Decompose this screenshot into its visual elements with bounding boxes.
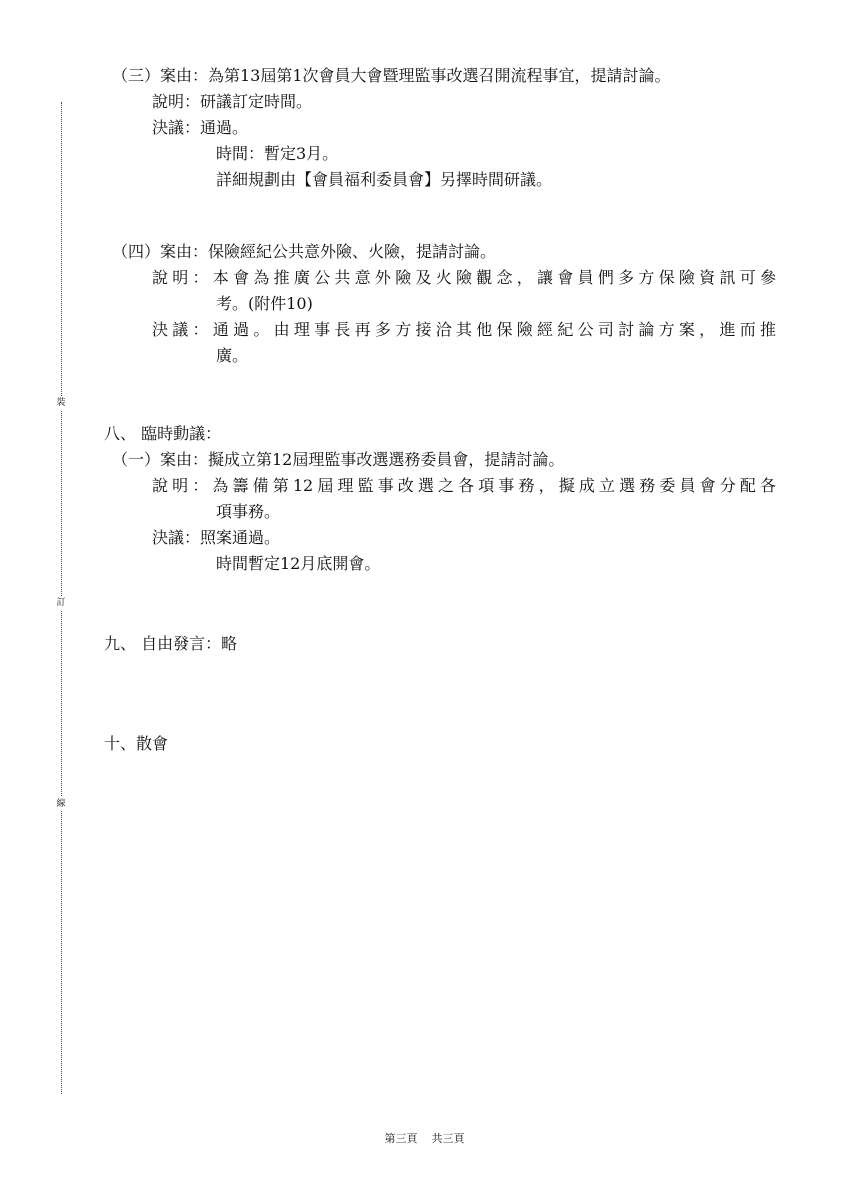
binding-char-xian: 線 <box>53 797 69 811</box>
item4-explain-line2: 考。(附件10) <box>216 294 313 313</box>
page-footer <box>0 1132 849 1146</box>
item3-resolution-detail: 詳細規劃由【會員福利委員會】另擇時間研議。 <box>216 170 553 189</box>
section8-resolution: 決議：照案通過。 <box>152 528 281 547</box>
section8-heading: 八、 臨時動議： <box>104 424 222 443</box>
item4-resolution-line2: 廣。 <box>216 346 249 365</box>
page-total: 共三頁 <box>431 1132 465 1145</box>
item4-case: （四）案由：保險經紀公共意外險、火險，提請討論。 <box>112 242 497 261</box>
section8-resolution-time: 時間暫定12月底開會。 <box>216 554 381 573</box>
item3-resolution: 決議：通過。 <box>152 118 249 137</box>
item3-explain: 說明：研議訂定時間。 <box>152 92 313 111</box>
item3-case: （三）案由：為第13屆第1次會員大會暨理監事改選召開流程事宜，提請討論。 <box>112 66 671 85</box>
item4-resolution-line1: 決議：通過。由理事長再多方接洽其他保險經紀公司討論方案，進而推 <box>152 320 776 339</box>
section10-heading: 十、散會 <box>104 734 169 753</box>
item3-resolution-time: 時間：暫定3月。 <box>216 144 339 163</box>
section9-heading: 九、 自由發言：略 <box>104 634 238 653</box>
section8-case: （一）案由：擬成立第12屆理監事改選選務委員會，提請討論。 <box>112 450 565 469</box>
binding-char-zhuang: 裝 <box>53 396 69 410</box>
binding-char-ding: 訂 <box>53 596 69 610</box>
item4-explain-line1: 說明：本會為推廣公共意外險及火險觀念，讓會員們多方保險資訊可參 <box>152 268 776 287</box>
section8-explain-line1: 說明：為籌備第12屆理監事改選之各項事務，擬成立選務委員會分配各 <box>152 476 776 495</box>
page-number: 第三頁 <box>384 1132 418 1145</box>
section8-explain-line2: 項事務。 <box>216 502 281 521</box>
